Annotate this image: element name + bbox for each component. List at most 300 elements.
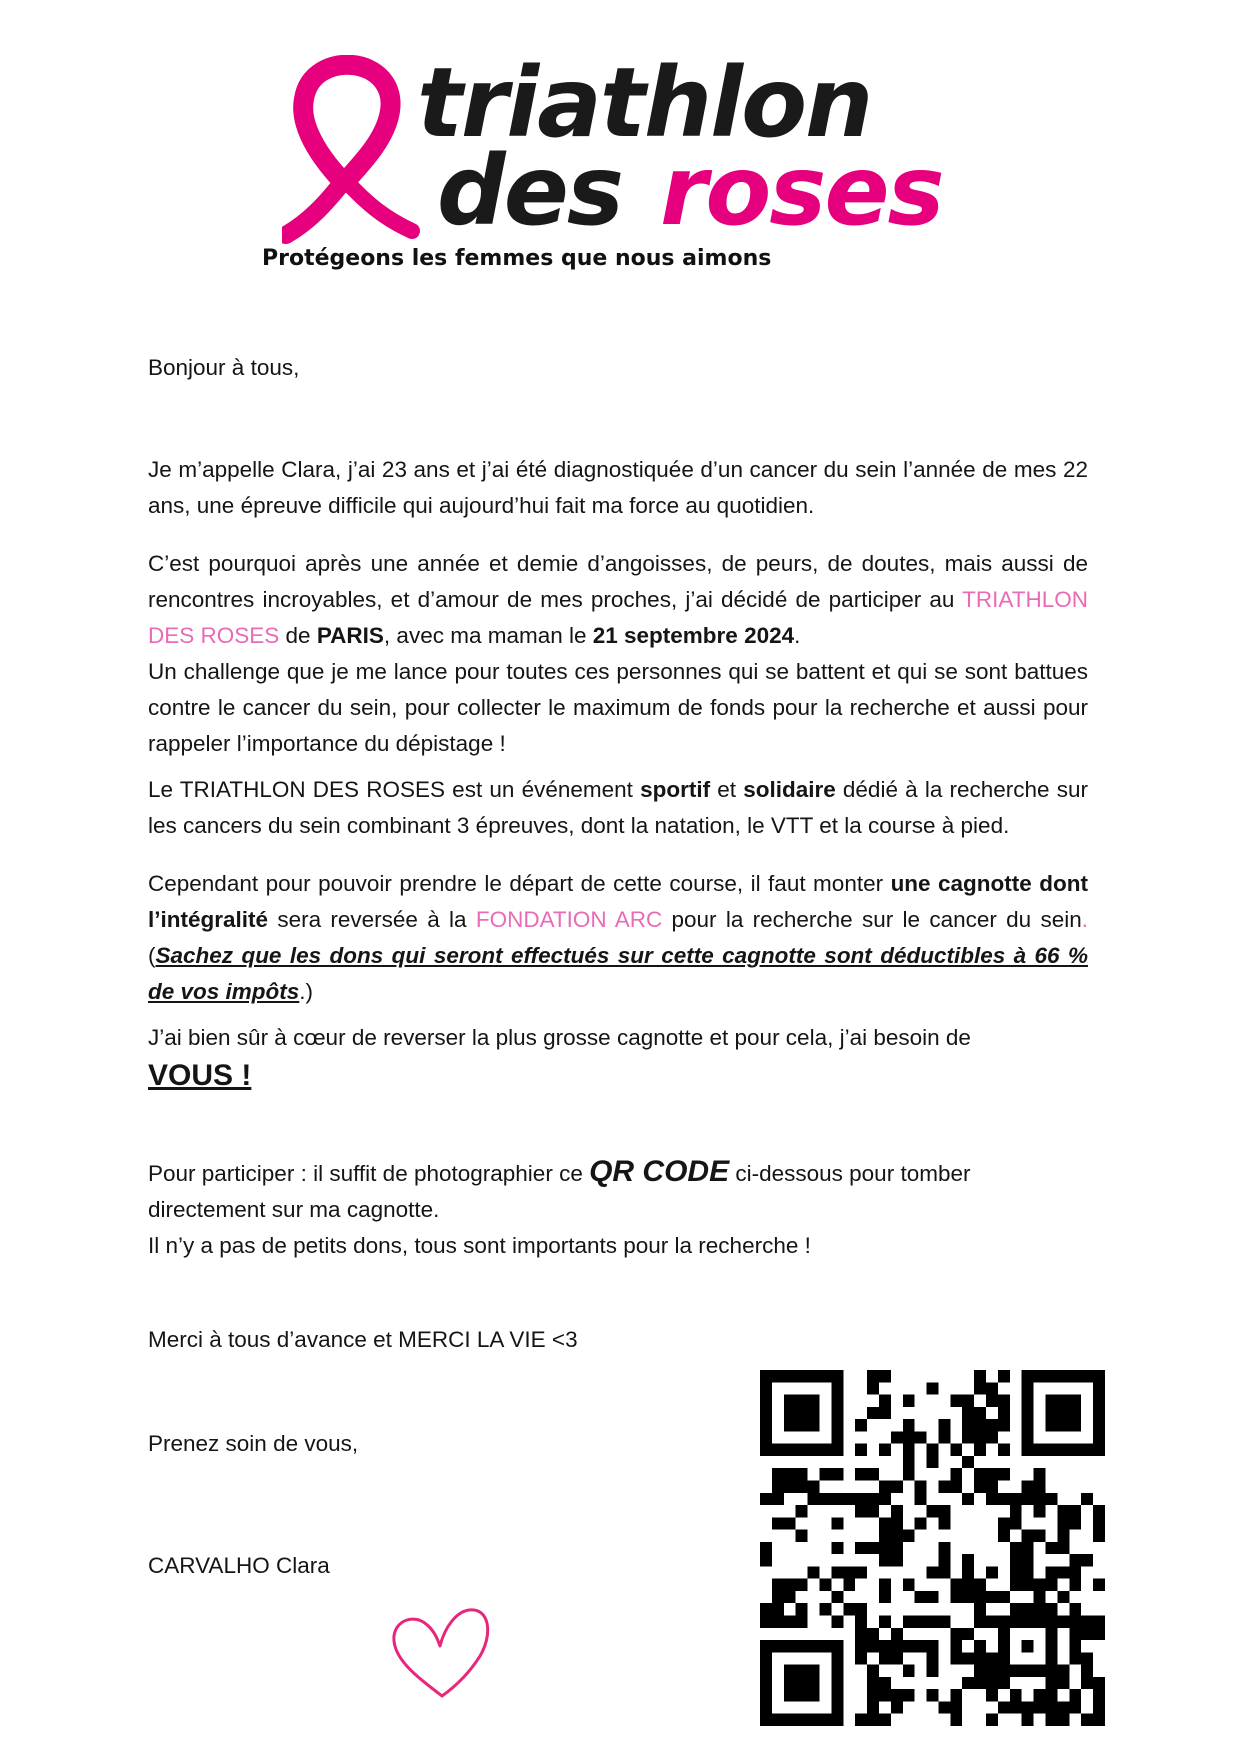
qr-module [808,1493,820,1505]
qr-module [1093,1701,1105,1713]
qr-module [974,1382,986,1394]
qr-module [831,1517,843,1529]
qr-module [927,1566,939,1578]
heart-icon [386,1600,496,1710]
qr-module [772,1468,784,1480]
text-span: et [710,777,744,802]
qr-module [831,1542,843,1554]
qr-module [1010,1689,1022,1701]
qr-module [1093,1370,1105,1382]
text-span: . [794,623,801,648]
qr-module [950,1640,962,1652]
qr-module [998,1493,1010,1505]
qr-module [1057,1505,1069,1517]
qr-module [903,1530,915,1542]
qr-module [1069,1652,1081,1664]
qr-module [760,1677,772,1689]
qr-module [1046,1640,1058,1652]
qr-module [855,1616,867,1628]
logo-text-des: des [437,135,622,247]
qr-module [891,1517,903,1529]
qr-module [986,1480,998,1492]
qr-module [998,1419,1010,1431]
qr-module [1093,1628,1105,1640]
qr-module [1010,1517,1022,1529]
qr-module [938,1505,950,1517]
qr-module [760,1419,772,1431]
qr-module [879,1677,891,1689]
qr-module [760,1431,772,1443]
qr-module [1069,1370,1081,1382]
paragraph-event-description [148,772,1088,844]
qr-module [1069,1628,1081,1640]
qr-module [950,1480,962,1492]
qr-module [998,1370,1010,1382]
qr-module [796,1370,808,1382]
qr-module [1010,1554,1022,1566]
qr-module [927,1640,939,1652]
qr-module [867,1468,879,1480]
qr-module [879,1493,891,1505]
qr-code-image[interactable] [760,1370,1105,1726]
qr-module [1069,1689,1081,1701]
qr-module [760,1542,772,1554]
qr-module [1022,1480,1034,1492]
qr-module [1057,1566,1069,1578]
qr-module [974,1480,986,1492]
qr-module [998,1591,1010,1603]
date-highlight: 21 septembre 2024 [592,623,795,648]
qr-module [891,1640,903,1652]
qr-module [974,1370,986,1382]
qr-module [950,1689,962,1701]
qr-module [1046,1665,1058,1677]
text-span: pour la recherche sur le cancer du sein [662,907,1082,932]
qr-module [1010,1603,1022,1615]
qr-module [808,1395,820,1407]
qr-module [784,1677,796,1689]
qr-module [1093,1419,1105,1431]
qr-module [1057,1444,1069,1456]
qr-module [772,1493,784,1505]
qr-module [903,1444,915,1456]
qr-module [974,1419,986,1431]
qr-module [1093,1505,1105,1517]
qr-module [1046,1395,1058,1407]
qr-module [831,1677,843,1689]
text-span: de [279,623,317,648]
text-span: , avec ma maman le [383,623,593,648]
qr-module [1022,1407,1034,1419]
qr-module [962,1407,974,1419]
qr-module [915,1480,927,1492]
qr-module [927,1652,939,1664]
qr-module [1022,1714,1034,1726]
qr-module [831,1444,843,1456]
qr-module [927,1444,939,1456]
qr-module [867,1370,879,1382]
qr-module [784,1480,796,1492]
qr-module [808,1665,820,1677]
qr-module [1069,1640,1081,1652]
qr-module [1046,1628,1058,1640]
qr-module [903,1579,915,1591]
qr-module [784,1444,796,1456]
qr-module [879,1579,891,1591]
qr-module [879,1530,891,1542]
qr-module [879,1640,891,1652]
qr-module [986,1419,998,1431]
qr-module [891,1628,903,1640]
logo-text-triathlon: triathlon [417,47,872,159]
qr-module [772,1579,784,1591]
sportif-highlight: sportif [640,777,711,802]
qr-module [938,1542,950,1554]
qr-module [796,1603,808,1615]
text-span: dédié à la recherche sur les cancers du sein combinant 3 épreuves, dont la natation, le VTT et la course à pied. [148,777,1088,838]
qr-module [986,1652,998,1664]
qr-module [784,1579,796,1591]
qr-module [1069,1444,1081,1456]
qr-module [831,1382,843,1394]
qr-module [831,1591,843,1603]
qr-module [1057,1542,1069,1554]
pink-ribbon-icon [282,55,422,245]
qr-module [808,1370,820,1382]
qr-module [772,1591,784,1603]
qr-module [891,1505,903,1517]
qr-module [1057,1517,1069,1529]
qr-module [760,1714,772,1726]
qr-module [915,1493,927,1505]
qr-module [986,1431,998,1443]
qr-module [796,1480,808,1492]
vous-emphasis: VOUS ! [148,1059,252,1092]
qr-module [950,1628,962,1640]
qr-module [796,1665,808,1677]
qr-module [1046,1652,1058,1664]
qr-module [998,1701,1010,1713]
qr-module [808,1480,820,1492]
qr-module [1093,1407,1105,1419]
qr-module [1057,1714,1069,1726]
text-span: C’est pourquoi après une année et demie d’angoisses, de peurs, de doutes, mais aussi de rencontres incroyables, et d’amour de mes proches, j’ai décidé de participer au [148,551,1088,612]
qr-module [1034,1665,1046,1677]
qr-module [1081,1370,1093,1382]
qr-module [938,1431,950,1443]
qr-module [1081,1652,1093,1664]
qr-module [819,1370,831,1382]
qr-module [998,1444,1010,1456]
qr-module [986,1566,998,1578]
qr-module [1010,1493,1022,1505]
solidaire-highlight: solidaire [743,777,836,802]
qr-module [772,1480,784,1492]
qr-module [772,1640,784,1652]
qr-module [950,1579,962,1591]
qr-module [903,1640,915,1652]
logo-text-roses: roses [660,135,943,247]
qr-module [1034,1370,1046,1382]
qr-module [1022,1419,1034,1431]
qr-module [1034,1616,1046,1628]
qr-module [915,1591,927,1603]
qr-module [1034,1493,1046,1505]
qr-module [1081,1616,1093,1628]
qr-module [879,1542,891,1554]
qr-module [986,1493,998,1505]
qr-module [1069,1407,1081,1419]
qr-module [938,1480,950,1492]
qr-module [1046,1370,1058,1382]
qr-module [879,1714,891,1726]
qr-module [831,1701,843,1713]
qr-module [938,1566,950,1578]
qr-module [1010,1616,1022,1628]
qr-module [843,1603,855,1615]
qr-module [1093,1689,1105,1701]
qr-module [891,1480,903,1492]
qr-module [927,1505,939,1517]
tagline: Protégeons les femmes que nous aimons [262,246,772,271]
qr-module [831,1407,843,1419]
qr-module [1010,1505,1022,1517]
text-span: ( [148,943,156,968]
qr-module [986,1382,998,1394]
qr-module [831,1566,843,1578]
qr-module [974,1665,986,1677]
qr-module [784,1616,796,1628]
qr-module [974,1616,986,1628]
qr-module [1046,1419,1058,1431]
qr-module [760,1665,772,1677]
qr-module [879,1652,891,1664]
qr-module [784,1689,796,1701]
qr-module [1022,1616,1034,1628]
qr-module [986,1616,998,1628]
qr-module [867,1689,879,1701]
qr-module [891,1431,903,1443]
qr-module [1057,1395,1069,1407]
qr-module [867,1665,879,1677]
qr-module [986,1689,998,1701]
qr-module [784,1370,796,1382]
qr-module [843,1493,855,1505]
qr-module [1022,1370,1034,1382]
qr-module [796,1677,808,1689]
qr-module [950,1395,962,1407]
qr-module [855,1566,867,1578]
qr-module [855,1628,867,1640]
qr-module [796,1468,808,1480]
text-span: .) [299,979,314,1004]
qr-module [796,1616,808,1628]
qr-module [760,1640,772,1652]
qr-module [1093,1616,1105,1628]
qr-module [962,1677,974,1689]
qr-module [962,1579,974,1591]
qr-module [1046,1579,1058,1591]
qr-module [903,1395,915,1407]
qr-module [760,1407,772,1419]
city-highlight: PARIS [316,623,384,648]
text-span: sera reversée à la [268,907,476,932]
qr-module [1046,1493,1058,1505]
qr-module [903,1431,915,1443]
qr-module [796,1689,808,1701]
qr-module [962,1419,974,1431]
qr-module [1034,1603,1046,1615]
text-span: ci-dessous pour tomber directement sur ma cagnotte. [148,1161,971,1222]
qr-module [1010,1566,1022,1578]
qr-module [903,1468,915,1480]
qr-module [808,1566,820,1578]
qr-module [808,1419,820,1431]
qr-module [986,1591,998,1603]
qr-module [867,1628,879,1640]
qr-module [855,1444,867,1456]
qr-module [974,1591,986,1603]
qr-module [1069,1395,1081,1407]
qr-module [915,1431,927,1443]
qr-module [879,1591,891,1603]
qr-module [1034,1579,1046,1591]
qr-module [1046,1616,1058,1628]
qr-module [1057,1370,1069,1382]
greeting: Bonjour à tous, [148,355,300,380]
qr-module [1010,1665,1022,1677]
qr-module [1034,1480,1046,1492]
qr-module [867,1701,879,1713]
qr-module [938,1616,950,1628]
qr-module [1057,1407,1069,1419]
qr-module [760,1616,772,1628]
qr-module [784,1517,796,1529]
qr-module [819,1640,831,1652]
pink-dot: . [1081,907,1089,932]
qr-module [1069,1701,1081,1713]
qr-module [855,1640,867,1652]
qr-module [772,1444,784,1456]
qr-module [855,1714,867,1726]
qr-module [1093,1382,1105,1394]
qr-module [891,1530,903,1542]
qr-module [784,1714,796,1726]
qr-module [927,1616,939,1628]
qr-module [760,1382,772,1394]
qr-module [938,1419,950,1431]
paragraph-decision [148,546,1088,654]
qr-module [855,1468,867,1480]
qr-module [760,1701,772,1713]
qr-module [1081,1628,1093,1640]
paragraph-fundraiser [148,866,1088,1010]
text-span: Cependant pour pouvoir prendre le départ de cette course, il faut monter [148,871,891,896]
qr-module [1022,1431,1034,1443]
qr-module [938,1701,950,1713]
qr-module [1057,1701,1069,1713]
qr-module [1022,1554,1034,1566]
paragraph-need-you: J’ai bien sûr à cœur de reverser la plus grosse cagnotte et pour cela, j’ai besoin de [148,1025,971,1050]
qr-module [1022,1603,1034,1615]
qr-module [784,1395,796,1407]
qr-module [1022,1493,1034,1505]
qr-module [903,1665,915,1677]
qr-module [784,1468,796,1480]
qr-module [760,1395,772,1407]
qr-module [974,1677,986,1689]
qr-module [808,1640,820,1652]
qr-module [974,1407,986,1419]
qr-module [1022,1444,1034,1456]
paragraph-challenge: Un challenge que je me lance pour toutes ces personnes qui se battent et qui se sont battues contre le cancer du sein, pour collecter le maximum de fonds pour la recherche et aussi pour rappeler l’importance du dépistage ! [148,659,1088,756]
qr-module [760,1370,772,1382]
qr-module [1034,1468,1046,1480]
qr-module [950,1652,962,1664]
qr-module [1034,1689,1046,1701]
text-span: Pour participer : il suffit de photographier ce [148,1161,590,1186]
qr-module [998,1628,1010,1640]
signature: CARVALHO Clara [148,1553,330,1578]
qr-module [867,1505,879,1517]
qr-module [784,1419,796,1431]
qr-module [998,1665,1010,1677]
qr-module [927,1665,939,1677]
qr-module [891,1689,903,1701]
qr-module [974,1640,986,1652]
qr-module [1081,1554,1093,1566]
qr-module [1093,1431,1105,1443]
qr-module [962,1456,974,1468]
qr-module [998,1407,1010,1419]
qr-module [1046,1714,1058,1726]
qr-module [927,1382,939,1394]
qr-module [1046,1701,1058,1713]
qr-module [1057,1677,1069,1689]
qr-module [843,1566,855,1578]
qr-module [831,1714,843,1726]
qr-module [796,1444,808,1456]
qr-module [831,1616,843,1628]
qr-module [950,1714,962,1726]
qr-module [867,1382,879,1394]
qr-module [1069,1579,1081,1591]
qr-module [986,1468,998,1480]
qr-module [962,1591,974,1603]
fondation-highlight: FONDATION ARC [475,907,663,932]
qr-module [1046,1689,1058,1701]
qr-module [1010,1701,1022,1713]
qr-code-emphasis: QR CODE [589,1155,730,1188]
qr-module [1034,1505,1046,1517]
qr-module [831,1431,843,1443]
qr-module [879,1444,891,1456]
qr-module [843,1579,855,1591]
paragraph-every-donation: Il n’y a pas de petits dons, tous sont importants pour la recherche ! [148,1233,811,1258]
qr-module [891,1652,903,1664]
qr-module [903,1689,915,1701]
qr-module [1034,1444,1046,1456]
qr-module [915,1640,927,1652]
qr-module [950,1468,962,1480]
qr-module [831,1640,843,1652]
qr-module [867,1407,879,1419]
qr-module [998,1640,1010,1652]
qr-module [998,1517,1010,1529]
qr-module [760,1444,772,1456]
qr-module [1081,1444,1093,1456]
qr-module [974,1444,986,1456]
